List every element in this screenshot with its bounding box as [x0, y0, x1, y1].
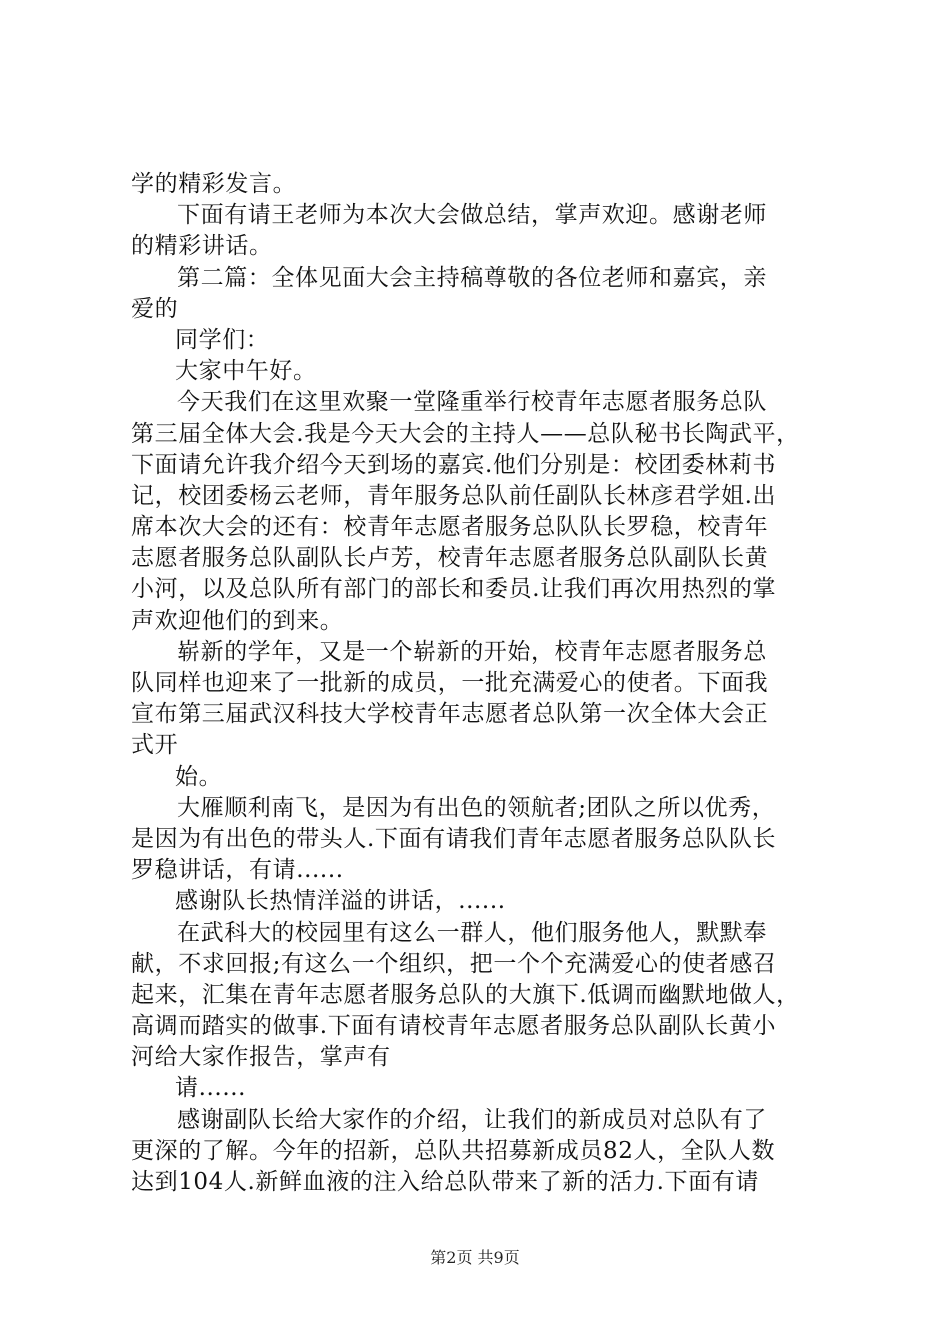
text-line: 感谢队长热情洋溢的讲话，...... [175, 888, 506, 915]
document-body [131, 169, 831, 1198]
text-line: 记，校团委杨云老师，青年服务总队前任副队长林彦君学姐.出 [131, 482, 777, 509]
text-line: 同学们： [175, 326, 270, 353]
text-line: 感谢副队长给大家作的介绍，让我们的新成员对总队有了 [177, 1106, 767, 1133]
text-line: 在武科大的校园里有这么一群人，他们服务他人，默默奉 [177, 919, 767, 946]
text-line: 小河，以及总队所有部门的部长和委员.让我们再次用热烈的掌 [131, 576, 777, 603]
text-line: 今天我们在这里欢聚一堂隆重举行校青年志愿者服务总队 [177, 389, 767, 416]
text-line: 下面请允许我介绍今天到场的嘉宾.他们分别是：校团委林莉书 [131, 451, 777, 478]
text-line: 爱的 [131, 295, 179, 322]
text-line: 始。 [175, 763, 223, 790]
text-line: 罗稳讲话，有请...... [131, 857, 344, 884]
text-line: 宣布第三届武汉科技大学校青年志愿者总队第一次全体大会正 [131, 701, 769, 728]
text-line: 志愿者服务总队副队长卢芳，校青年志愿者服务总队副队长黄 [131, 545, 769, 572]
text-line: 河给大家作报告，掌声有 [131, 1044, 391, 1071]
text-line: 请...... [175, 1075, 247, 1102]
text-line: 的精彩讲话。 [131, 233, 273, 260]
text-line: 起来，汇集在青年志愿者服务总队的大旗下.低调而幽默地做人， [131, 981, 800, 1008]
text-line: 大雁顺利南飞，是因为有出色的领航者;团队之所以优秀， [177, 794, 776, 821]
text-line: 崭新的学年，又是一个崭新的开始，校青年志愿者服务总 [177, 638, 767, 665]
text-line: 学的精彩发言。 [131, 171, 297, 197]
text-line: 高调而踏实的做事.下面有请校青年志愿者服务总队副队长黄小 [131, 1013, 777, 1040]
text-line: 达到104人.新鲜血液的注入给总队带来了新的活力.下面有请 [131, 1169, 759, 1195]
text-line: 是因为有出色的带头人.下面有请我们青年志愿者服务总队队长 [131, 825, 777, 852]
text-line: 献，不求回报;有这么一个组织，把一个个充满爱心的使者感召 [131, 950, 777, 977]
text-line: 下面有请王老师为本次大会做总结，掌声欢迎。感谢老师 [177, 202, 767, 229]
section-heading: 第二篇：全体见面大会主持稿尊敬的各位老师和嘉宾，亲 [177, 264, 767, 291]
text-line: 队同样也迎来了一批新的成员，一批充满爱心的使者。下面我 [131, 670, 769, 696]
text-line: 席本次大会的还有：校青年志愿者服务总队队长罗稳，校青年 [131, 514, 769, 541]
page-number-footer: 第2页 共9页 [430, 1248, 520, 1267]
text-line: 式开 [131, 732, 179, 759]
text-line: 更深的了解。今年的招新，总队共招募新成员82人，全队人数 [131, 1137, 776, 1164]
text-line: 声欢迎他们的到来。 [131, 607, 344, 634]
text-line: 大家中午好。 [175, 358, 317, 385]
text-line: 第三届全体大会.我是今天大会的主持人——总队秘书长陶武平， [131, 420, 800, 447]
